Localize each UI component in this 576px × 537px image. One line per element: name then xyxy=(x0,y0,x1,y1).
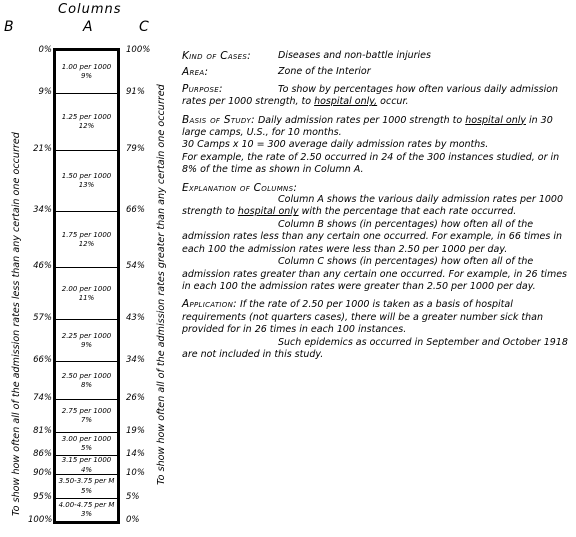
rate-band xyxy=(56,498,117,523)
tick-label-c: 91% xyxy=(126,87,145,98)
rate-band xyxy=(56,150,117,212)
rate-band xyxy=(56,474,117,499)
column-b-description: To show how often all of the admission rates less than any certain one occurred xyxy=(11,132,22,516)
kind-label: Kind of Cases: xyxy=(182,50,251,62)
tick-label-c: 10% xyxy=(126,468,145,478)
expl-a-text-end: with the percentage that each rate occurred. xyxy=(298,206,517,218)
band-rate: 2.25 per 1000 xyxy=(61,331,112,340)
tick-label-b: 57% xyxy=(33,312,52,323)
tick-label-c: 54% xyxy=(126,261,145,272)
column-b-label: B xyxy=(4,19,14,35)
tick-label-b: 66% xyxy=(33,355,52,366)
purpose xyxy=(182,83,574,109)
band-rate: 1.00 per 1000 xyxy=(61,62,112,71)
column-c-label: C xyxy=(139,19,149,35)
band-rate: 1.25 per 1000 xyxy=(61,113,112,122)
basis-underline: hospital only xyxy=(465,114,526,126)
tick-label-b: 81% xyxy=(33,425,52,436)
tick-label-c: 5% xyxy=(126,491,140,502)
rate-band xyxy=(56,432,117,457)
tick-label-b: 34% xyxy=(33,204,52,215)
rate-band xyxy=(56,267,117,320)
area-value: Zone of the Interior xyxy=(278,66,371,78)
basis-text: Daily admission rates per 1000 strength to xyxy=(254,114,466,126)
rate-band xyxy=(56,51,117,93)
tick-label-b: 95% xyxy=(33,491,52,502)
explanation-column-a xyxy=(182,194,574,219)
band-rate: 1.75 per 1000 xyxy=(61,230,112,239)
basis-label: Basis of Study: xyxy=(182,113,255,126)
explanation-column-c: Column C shows (in percentages) how often all of the admission rates greater than any certain one occurred. For example, in 26 times in each 100 the admission rates were greater than 2.50 per 1000 per day. xyxy=(182,256,567,292)
explanation-text xyxy=(182,50,574,366)
band-rate: 3.15 per 1000 xyxy=(61,456,112,465)
column-c-description: To show how often all of the admission rates greater than any certain one occurred xyxy=(156,84,167,485)
tick-label-c: 19% xyxy=(126,425,145,436)
area-label: Area: xyxy=(182,66,209,79)
band-percent: 13% xyxy=(78,181,95,190)
column-a-label: A xyxy=(83,19,93,35)
tick-label-b: 86% xyxy=(33,449,52,460)
rate-band xyxy=(56,361,117,400)
band-percent: 4% xyxy=(80,465,93,474)
band-rate: 1.50 per 1000 xyxy=(61,171,112,180)
band-rate: 3.00 per 1000 xyxy=(61,435,112,443)
purpose-text-end: occur. xyxy=(377,96,409,108)
tick-label-b: 46% xyxy=(33,261,52,272)
kind-value: Diseases and non-battle injuries xyxy=(278,50,431,61)
tick-label-c: 79% xyxy=(126,143,145,154)
expl-a-text: Column A shows the various daily admission rates per 1000 strength to xyxy=(182,194,563,218)
tick-label-c: 66% xyxy=(126,204,145,215)
band-percent: 5% xyxy=(80,444,93,453)
band-percent: 9% xyxy=(80,72,93,81)
expl-a-underline: hospital only xyxy=(237,206,299,218)
rate-band xyxy=(56,93,117,150)
tick-label-b: 90% xyxy=(33,468,52,478)
tick-label-b: 9% xyxy=(38,87,52,98)
tick-label-c: 43% xyxy=(126,312,145,323)
band-rate: 2.50 per 1000 xyxy=(61,371,112,380)
tick-label-c: 0% xyxy=(126,515,140,525)
tick-label-b: 100% xyxy=(28,515,53,525)
basis-of-study xyxy=(182,114,574,177)
application-text: If the rate of 2.50 per 1000 is taken as a basis of hospital requirements (not quarters cases), there will be a greater number sick than provided for in 26 times in each 100 instances. xyxy=(182,299,543,336)
tick-label-c: 14% xyxy=(126,449,145,460)
rate-scale-column xyxy=(53,48,120,524)
tick-label-b: 74% xyxy=(33,392,52,403)
basis-example: For example, the rate of 2.50 occurred in 24 of the 300 instances studied, or in 8% of the time as shown in Column A. xyxy=(182,151,560,176)
tick-label-c: 34% xyxy=(126,355,145,366)
band-percent: 5% xyxy=(80,486,93,495)
band-rate: 4.00-4.75 per M xyxy=(58,500,115,509)
tick-label-c: 100% xyxy=(126,45,151,55)
band-percent: 11% xyxy=(78,294,95,303)
band-percent: 3% xyxy=(80,510,93,519)
rate-band xyxy=(56,211,117,268)
purpose-text: To show by percentages how often various daily admission rates per 1000 strength, to xyxy=(182,83,559,108)
basis-formula: 30 Camps x 10 = 300 average daily admission rates by months. xyxy=(182,139,489,151)
area xyxy=(182,66,574,78)
band-percent: 8% xyxy=(80,380,93,389)
band-percent: 7% xyxy=(80,416,93,425)
explanation-label: Explanation of Columns: xyxy=(182,181,298,194)
basis-text-2: in 30 large camps, U.S., for 10 months. xyxy=(182,114,553,139)
application-note: Such epidemics as occurred in September and October 1918 are not included in this study. xyxy=(182,336,568,360)
application-label: Application: xyxy=(182,298,237,311)
band-percent: 12% xyxy=(78,239,95,248)
tick-label-c: 26% xyxy=(126,392,145,403)
columns-heading: Columns xyxy=(58,2,122,17)
purpose-label: Purpose: xyxy=(182,82,223,95)
explanation-of-columns xyxy=(182,182,574,294)
explanation-column-b: Column B shows (in percentages) how often all of the admission rates less than any certain one occurred. For example, in 66 times in each 100 the admission rates were less than 2.50 per 1000 per day. xyxy=(182,218,562,255)
application xyxy=(182,298,574,361)
band-rate: 3.50-3.75 per M xyxy=(58,477,115,486)
rate-band xyxy=(56,319,117,362)
tick-label-b: 0% xyxy=(38,45,52,55)
kind-of-cases xyxy=(182,50,574,62)
rate-band xyxy=(56,455,117,475)
band-rate: 2.00 per 1000 xyxy=(61,284,112,293)
band-rate: 2.75 per 1000 xyxy=(61,406,112,415)
rate-band xyxy=(56,399,117,433)
band-percent: 12% xyxy=(78,122,95,131)
band-percent: 9% xyxy=(80,341,93,350)
purpose-underline: hospital only, xyxy=(314,96,378,108)
tick-label-b: 21% xyxy=(33,143,52,154)
